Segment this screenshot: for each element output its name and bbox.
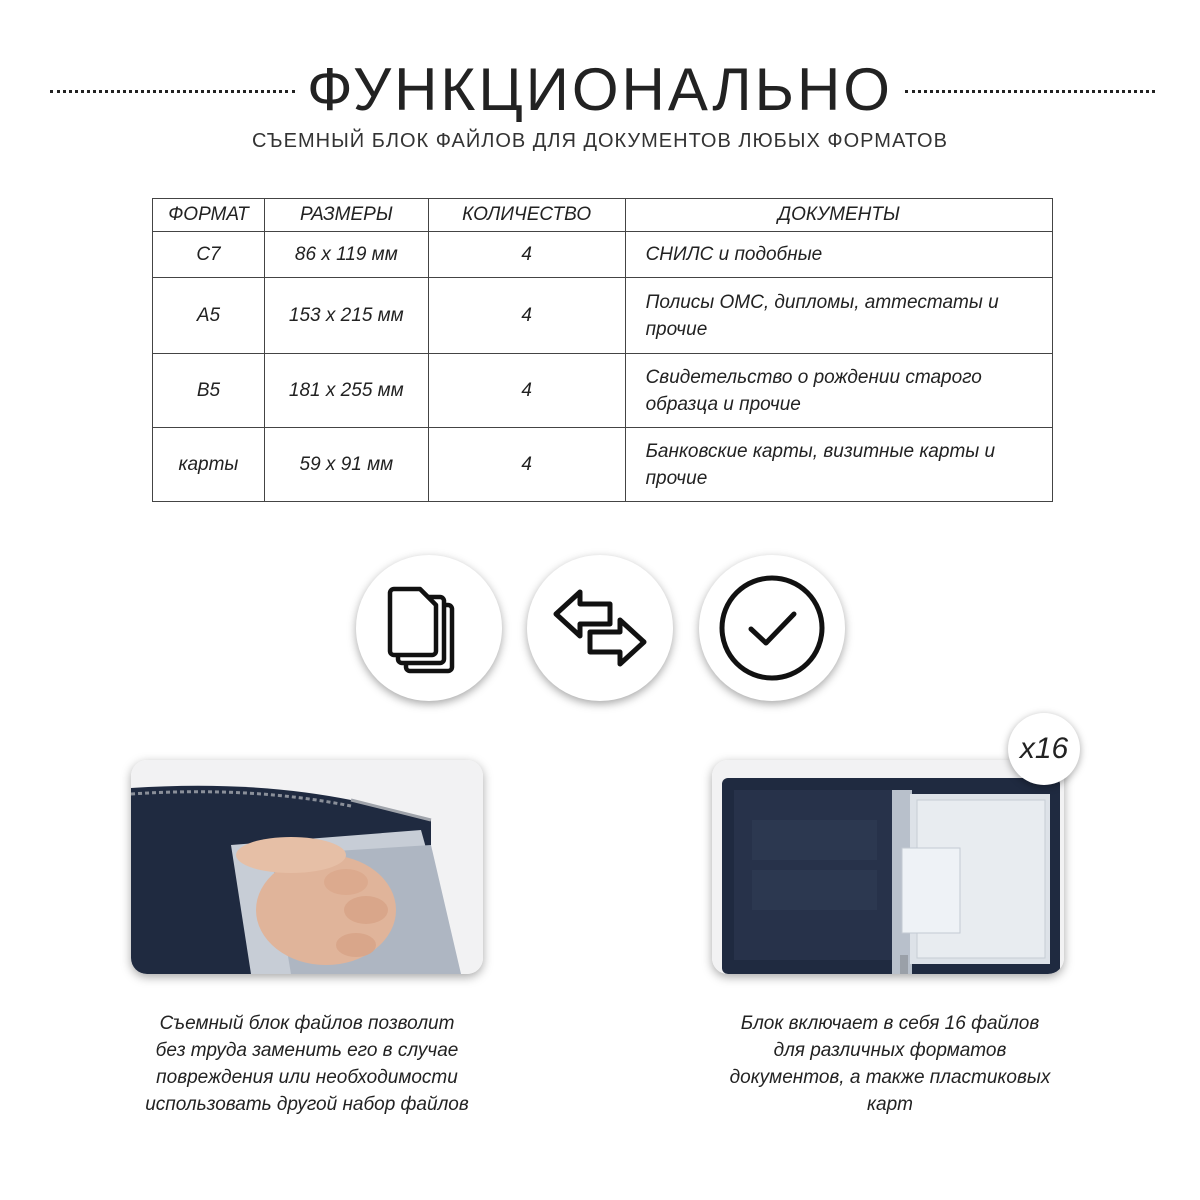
file-block-photo-right [712,760,1064,974]
cell-size: 181 x 255 мм [264,354,428,428]
cell-size: 86 x 119 мм [264,232,428,278]
cell-documents: Свидетельство о рождении старого образца и прочие [625,354,1052,428]
table-row [153,428,1053,502]
cell-format: В5 [153,354,265,428]
cell-quantity: 4 [428,428,625,502]
column-header-quantity: КОЛИЧЕСТВО [428,199,625,232]
dotted-divider-left [50,90,295,93]
page-subtitle: СЪЕМНЫЙ БЛОК ФАЙЛОВ ДЛЯ ДОКУМЕНТОВ ЛЮБЫХ ФОРМАТОВ [252,130,948,152]
check-circle-icon [699,555,845,701]
header [0,55,1200,125]
table-row [153,278,1053,354]
page-title: ФУНКЦИОНАЛЬНО [307,56,893,123]
dotted-divider-right [905,90,1155,93]
cell-size: 153 x 215 мм [264,278,428,354]
table-header-row [153,199,1053,232]
cell-quantity: 4 [428,354,625,428]
cell-size: 59 x 91 мм [264,428,428,502]
documents-stack-icon [356,555,502,701]
caption-right: Блок включает в себя 16 файлов для различных форматов документов, а также пластиковых карт [729,1013,1051,1115]
formats-table [152,198,1053,502]
cell-format: А5 [153,278,265,354]
cell-format: карты [153,428,265,502]
cell-quantity: 4 [428,278,625,354]
column-header-sizes: РАЗМЕРЫ [264,199,428,232]
swap-arrows-icon [527,555,673,701]
caption-left: Съемный блок файлов позволит без труда заменить его в случае повреждения или необходимости использовать другой набор файлов [145,1013,469,1115]
column-header-documents: ДОКУМЕНТЫ [625,199,1052,232]
column-header-format: ФОРМАТ [153,199,265,232]
cell-documents: СНИЛС и подобные [625,232,1052,278]
cell-quantity: 4 [428,232,625,278]
cell-documents: Банковские карты, визитные карты и прочие [625,428,1052,502]
file-block-photo-left [131,760,483,974]
table-row [153,354,1053,428]
cell-format: С7 [153,232,265,278]
table-row [153,232,1053,278]
quantity-badge: x16 [1008,713,1080,785]
cell-documents: Полисы ОМС, дипломы, аттестаты и прочие [625,278,1052,354]
